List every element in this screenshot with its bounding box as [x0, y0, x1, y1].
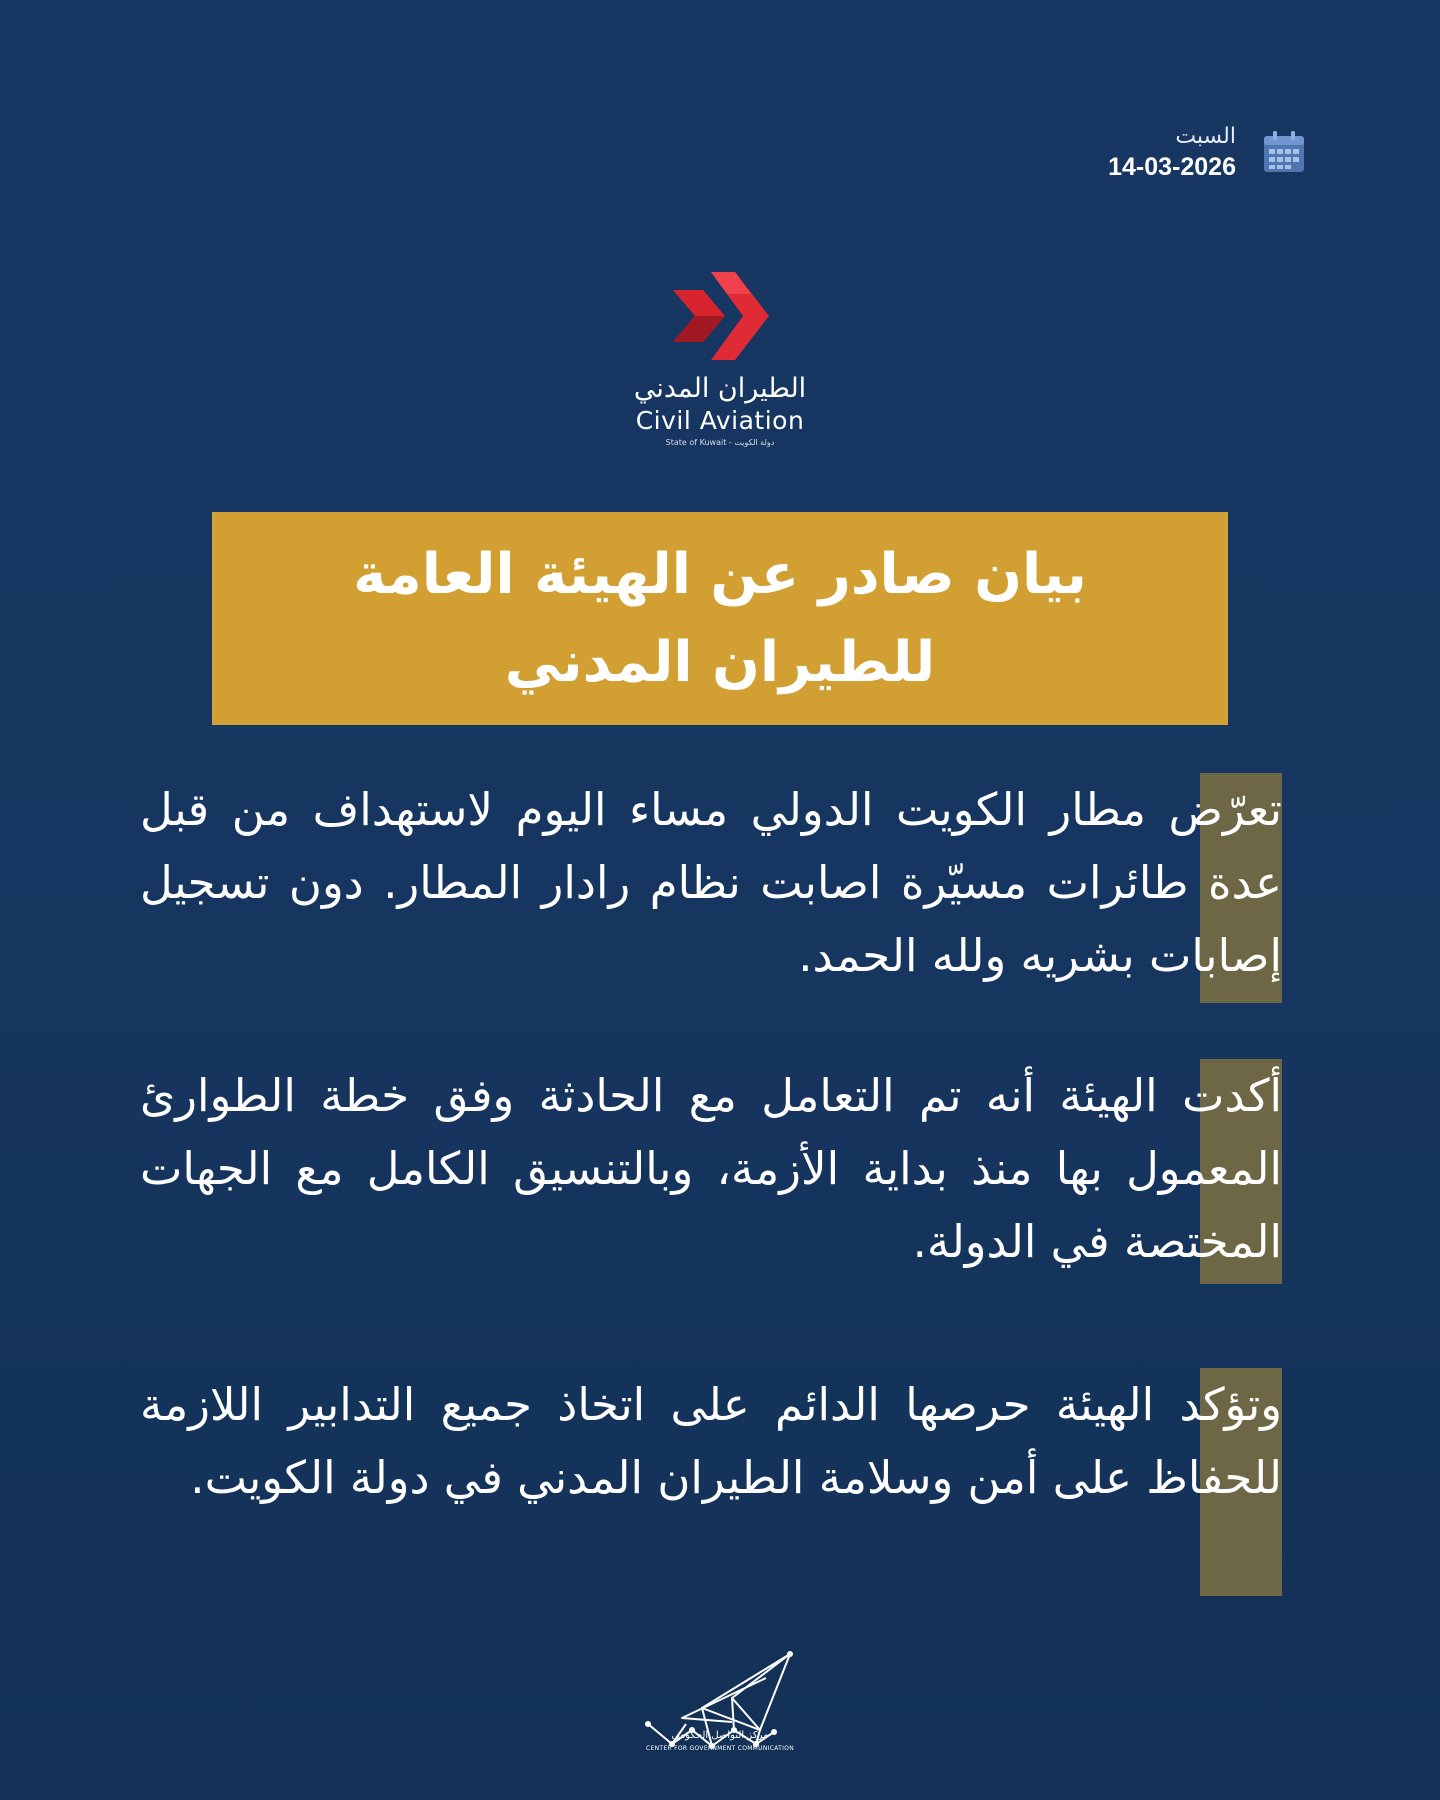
calendar-icon — [1262, 130, 1306, 174]
paragraph-1 — [130, 773, 1282, 1003]
paragraph-text: تعرّض مطار الكويت الدولي مساء اليوم لاستهداف من قبل عدة طائرات مسيّرة اصابت نظام رادار المطار. دون تسجيل إصابات بشريه ولله الحمد. — [140, 783, 1282, 982]
paragraph-text: وتؤكد الهيئة حرصها الدائم على اتخاذ جميع التدابير اللازمة للحفاظ على أمن وسلامة الطيران المدني في دولة الكويت. — [140, 1378, 1282, 1504]
logo-english-name: Civil Aviation — [635, 406, 805, 435]
sail-logo-icon — [642, 1648, 798, 1778]
civil-aviation-logo — [0, 268, 1440, 450]
paragraph-3 — [130, 1368, 1282, 1596]
paragraph-2 — [130, 1059, 1282, 1284]
date-value: 14-03-2026 — [1108, 153, 1236, 181]
logo-arabic-name: الطيران المدني — [633, 373, 807, 404]
headline-text: بيان صادر عن الهيئة العامة للطيران المدني — [353, 541, 1087, 695]
paragraph-text: أكدت الهيئة أنه تم التعامل مع الحادثة وفق خطة الطوارئ المعمول بها منذ بداية الأزمة، وبالتنسيق الكامل مع الجهات المختصة في الدولة. — [140, 1069, 1282, 1268]
date-block — [1108, 122, 1236, 182]
footer-english-name: CENTER FOR GOVERNMENT COMMUNICATION — [646, 1745, 794, 1752]
logo-subtitle: State of Kuwait - دولة الكويت — [665, 438, 775, 447]
date-day: السبت — [1175, 124, 1236, 149]
chevron-logo-icon — [665, 268, 775, 364]
footer-arabic-name: مركز التواصل الحكومي — [671, 1730, 769, 1741]
headline-box — [212, 512, 1228, 725]
